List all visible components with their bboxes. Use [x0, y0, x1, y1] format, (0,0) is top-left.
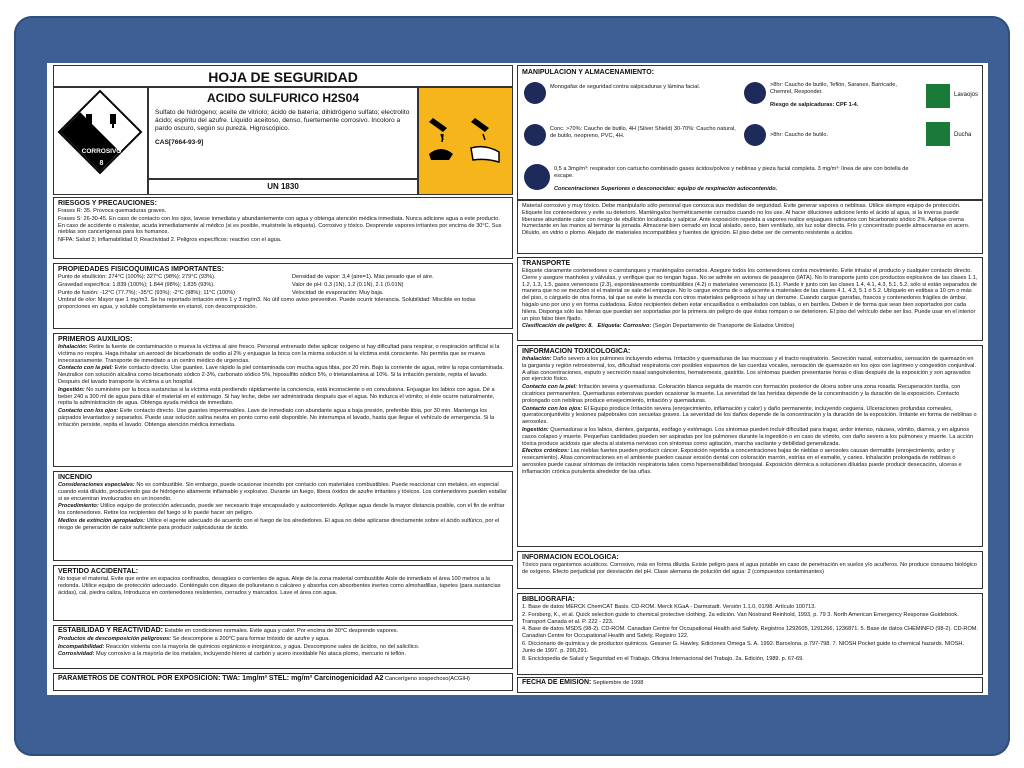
tox-text: El Equipo produce Irritación severa (enrojecimiento, inflamación y calor) y daño permanente, incluyendo ceguera. Ulceraciones profundas corneales, queratoconjuntivitis y lesiones palpebrales con secuelas graves. La severidad de los daños depende de la concentración y la duración de la exposición. Irritante en forma de neblinas o aerosoles. — [522, 405, 977, 426]
section-estabilidad — [53, 625, 513, 669]
ecologica-title: INFORMACION ECOLOGICA: — [522, 554, 619, 561]
section-vertido — [53, 565, 513, 621]
hazard-class-number: 8 — [99, 160, 104, 167]
estabilidad-label: Corrosividad: — [58, 651, 95, 658]
ppe-goggles-text: Monogafas de seguridad contra salpicaduras y lámina facial. — [550, 84, 701, 90]
tox-text: Las nieblas fuertes pueden producir cáncer. Exposición repetida a concentraciones bajas de nieblas o aerosoles causan dermatitis (enrojecimiento, ardor y resecamiento). Altas concentraciones en el ambiente pueden causar erosión dental con coloración marrón, estrías en el esmalte, y caries. Inhalación prolongada de neblinas o aerosoles puede causar síntomas de irritación respiratoria tales como hipersensibilidad bronquial. Exposición dérmica a soluciones diluidas puede producir desecación, ulceras e inflamación crónica purulenta alrededor de las uñas. — [522, 448, 962, 475]
section-manipulacion — [517, 65, 983, 200]
riesgos-line: NFPA: Salud 3; Inflamabilidad 0; Reactividad 2. Peligros específicos: reactivo con el agua. — [58, 237, 282, 244]
shower-icon — [926, 122, 950, 146]
boots-icon — [744, 124, 766, 146]
riesgos-line: Frases R: 35. Provoca quemaduras graves. — [58, 208, 167, 214]
estabilidad-item — [58, 636, 508, 643]
vertido-text: No toque el material. Evite que entre en espacios confinados, desagües o corrientes de agua. Aleje de la zona material combustible Aisle de inmediato el área 100 metros a la redonda. Utilice equipo de protección adecuado. Conténgalo con diques de poliuretano o calcáreo y absorba con absorbentes inertes como almohadillas, tapetes (para sustancias ácidas), cal, piedra caliza, Introduzca en contenedores resistentes, cerrados y marcados. Lave el área con agua. — [58, 576, 501, 596]
bibliography-entry: 8. Enciclopedia de Salud y Seguridad en el Trabajo. Oficina Internacional del Trabajo. 2a. Edición, 1989. p. 67-69. — [522, 655, 804, 662]
ppe-respirator-text: 0,5 a 3mg/m³: respirador con cartucho combinado gases ácidos/polvos y neblinas y pieza facial completa. 3 mg/m³: línea de aire con botella de escape. — [554, 166, 909, 179]
sheet-title: HOJA DE SEGURIDAD — [53, 65, 513, 87]
property-line: Gravedad específica: 1.839 (100%); 1.844 (98%); 1.835 (93%). — [58, 281, 215, 288]
section-incendio — [53, 471, 513, 561]
tox-text: Irritación severa y quemaduras. Coloración blanca seguida de marrón con formación posterior de úlcera sobre una zona rosada. Recuperación tardía, con cicatrices permanentes. Quemaduras extensivas pueden ocasionar la muerte. La severidad de las heridas depende de la concentración y la duración de la exposición. Contacto prolongado con neblinas produce envejecimiento, irritación y quemaduras. — [522, 384, 961, 404]
respirator-icon — [524, 164, 550, 190]
auxilios-text: Retire la fuente de contaminación o mueva la víctima al aire fresco. Personal entrenado debe aplicar oxígeno si hay dificultad para respirar, o respiración artificial si la víctima no respira. Haga inhalar un aerosol de bicarbonato de sodio al 2% y enjuague la boca con la misma solución si la víctima está consciente. No permita que se mueva innecesariamente. Transporte de inmediato a un centro médico de urgencias. — [58, 344, 500, 364]
manipulacion-title: MANIPULACION Y ALMACENAMIENTO: — [522, 69, 654, 76]
tox-label: Contacto con los ojos: — [522, 405, 583, 412]
auxilios-item — [58, 387, 508, 407]
auxilios-item — [58, 365, 508, 385]
chemical-identity — [148, 87, 418, 179]
estabilidad-text: Se descompone a 200°C para formar trióxido de azufre y agua. — [172, 635, 330, 642]
tox-item — [522, 356, 978, 383]
property-tail: Umbral de olor: Mayor que 1 mg/m3. Se ha reportado irritación entre 1 y 3 mg/m3. No útil como aviso preventivo. Puede ocurrir tolerancia. Solubilidad: Miscible en todas proporciones en agua, y soluble completamente en etanol, con descomposición. — [58, 297, 476, 311]
tox-item — [522, 384, 978, 404]
incendio-title: INCENDIO — [58, 474, 93, 481]
estabilidad-label: Incompatibilidad: — [58, 643, 105, 650]
section-transporte — [517, 257, 983, 341]
incendio-item — [58, 503, 508, 517]
auxilios-label: Ingestión: — [58, 386, 85, 393]
estabilidad-text: Muy corrosivo a la mayoría de los metales, incluyendo hierro al carbón y acero inoxidable No ataca plomo, mercurio ni teflón. — [95, 651, 406, 658]
parametros-title: PARAMETROS DE CONTROL POR EXPOSICION: TWA: 1mg/m³ STEL: mg/m³ Carcinogenicidad A2 — [58, 675, 384, 682]
transporte-note: (Según Departamento de Transporte de Estados Unidos) — [652, 323, 795, 330]
transporte-text: Etiquete claramente contenedores o carrotanques y manténgalos cerrados. Asegure todos los contenedores contra movimiento. Evite inhalar el producto y cualquier contacto directo. Cierre y asegure manholes y válvulas, y verifique que no tengan fugas. No se admite en aviones de pasajeros (IATA). No lo transporte junto con productos explosivos de las clases 1.1, 1.2, 1.3, 1.5, gases venenosos (2.3), espontáneamente combustibles (4.2) o materiales venenosos (6.1). Puede ir junto con las clases 1.4, 4.1, 4.3, 5.1, 5.2, sólo si están separados de manera que no se mezclen si el material se sale del empaque. No lo cargue encima de o adyacente a materiales de las clases 4.1, 4.3, 5.1 ó 5.2. Ubíquelo en estibas a 10 cm o más del piso, o cárguelo de otra forma, tal que se evite la mezcla con otros materiales peligrosos si hay un derrame. Cuando cargue garrafas, frascos y contenedores frágiles de ámbar, hágalo uno por uno y en forma cuidadosa. Estos recipientes deben estar encasillados o embalados con tablas, o en barriles. Deben ir de forma que sean bien soportados por cada hilera. Disponga sólo las hileras que puedan ser soportadas por la primera sin peligro de que éstas rompan o se deterioren. El piso del vehículo debe ser liso. Puede usar en el interior un piso falso bien fijado. — [522, 268, 978, 322]
chemical-synonyms: Sulfato de hidrógeno; aceite de vitriolo; ácido de batería; dihidrógeno sulfato; electrolito ácido; espíritu del azufre. Líquido aceitoso, denso, fuertemente corrosivo. Incoloro a pardo oscuro, según su pureza. Higroscópico. — [155, 109, 410, 132]
auxilios-label: Contacto con la piel: — [58, 365, 114, 372]
incendio-text: Utilice equipo de protección adecuado, puede ser necesario traje encapsulado y autocontenido. Aplique agua desde la mayor distancia posible, con el fin de enfriar los contenedores. Retire los recipientes del fuego si lo puede hacer sin peligro. — [58, 503, 505, 517]
tox-label: Ingestión: — [522, 426, 549, 433]
auxilios-title: PRIMEROS AUXILIOS: — [58, 336, 133, 343]
ppe-gloves-text: Conc. >70%: Caucho de butilo, 4H (Silver Shield) 30-70%: Caucho natural, de butilo, neopreno, PVC, 4H. — [550, 126, 736, 139]
bibliography-entry: 6. Diccionario de química y de productos químicos. Gessner G. Hawley. Ediciones Omega S. A. 1992. Barcelona, p.797-798. 7. NIOSH Pocket guide to chemical hazards. NIOSH. Junio de 1997. p. 290,291. — [522, 640, 965, 654]
bibliografia-title: BIBLIOGRAFIA: — [522, 596, 575, 603]
riesgos-title: RIESGOS Y PRECAUCIONES: — [58, 200, 157, 207]
auxilios-text: Evite contacto directo. Use guantes impermeables. Lave de inmediato con abundante agua a baja presión, preferible tibia, por 30 min. Mantenga los párpados levantados y separados. Puede usar solución salina neutra en ponto como esté disponible. No interrumpa el lavado, hasta que llegue el vehículo de emergencia. Si la irritación persiste, repita el lavado. Obtenga atención médica inmediata. — [58, 408, 495, 428]
auxilios-item — [58, 344, 508, 364]
tox-label: Contacto con la piel: — [522, 384, 578, 391]
parametros-suffix: Cancerígeno sospechoso(ACGIH) — [384, 676, 470, 682]
riesgos-line: Frases S: 26-30-45. En caso de contacto con los ojos, lavese inmediata y abundantemente con agua y obtenga atención médica inmediata. Nunca adicione agua a este producto. En caso de accidente o malestar, acuda inmediatamente al médico (si es posible, muéstrele la etiqueta). Corrosivo y tóxico. Desprende vapores irritantes por encima de 30°C. Sus nieblas son cancerígenas para los humanos. — [58, 215, 502, 236]
corrosive-pictogram — [418, 87, 513, 195]
estabilidad-intro: Estable en condiciones normales. Evite agua y calor. Por encima de 30°C desprende vapores. — [164, 628, 399, 634]
section-primeros-auxilios — [53, 333, 513, 467]
ppe-conc-text: Concentraciones Superiores o desconocidas: equipo de respiración autocontenido. — [554, 186, 778, 192]
left-column — [53, 65, 513, 693]
bibliography-entry: 4. Base de datos MSDS (98-2). CD-ROM. Canadian Centre for Occupational Health and Safety. Registros 1292605, 1291266, 1236871. 5. Base de datos CHEMINFO (98-2). CD-ROM. Canadian Centre for Occupational Health and Safety. Registro 122. — [522, 626, 979, 640]
section-toxicologica — [517, 345, 983, 547]
transporte-title: TRANSPORTE — [522, 260, 571, 267]
tox-text: Daño severo a los pulmones incluyendo edema. Irritación y quemaduras de las mucosas y el tracto respiratorio. Secreción nasal, estornudos, sensación de quemazón en la garganta y región retroesternal, tos, dificultad respiratoria con posibles espasmos de las cuerdas vocales, sensación de quemazón en los ojos con lagrimeo y congestión conjuntival. A altas concentraciones, esputo y secreción nasal sanguinolentos, hematemesis, gastritis. Los síntomas pueden presentarse horas o días después de la exposición y son agravados por ejercicio físico. — [522, 356, 976, 383]
estabilidad-label: Productos de descomposición peligrosos: — [58, 635, 172, 642]
estabilidad-item — [58, 651, 508, 658]
incendio-item — [58, 482, 508, 502]
transporte-classification: Clasificación de peligro: 8. — [522, 323, 593, 330]
un-number: UN 1830 — [148, 179, 418, 195]
section-bibliografia — [517, 593, 983, 675]
corrosive-hazard-label — [53, 87, 148, 195]
auxilios-text: Evite contacto directo. Use guantes. Lave rápido la piel contaminada con mucha agua tibia, por 20 min. Bajo la corriente de agua, retire la ropa contaminada. Neutralice con solución alcalina como bicarbonato sódico 2-3%, carbonato sódico 5%, hiposulfito sódico 5%, o trietanolamina al 10%. Si la irritación persiste, repita el lavado. Después del lavado transporte la víctima a un hospital. — [58, 365, 504, 385]
protective-suit-icon — [744, 82, 766, 104]
estabilidad-text: Reacción violenta con la mayoría de químicos orgánicos e inorgánicos, y agua. Descompone sales de ácidos, no del salicílico. — [105, 643, 420, 650]
cas-number: CAS[7664-93-9] — [155, 139, 204, 146]
tox-item — [522, 448, 978, 475]
tox-item — [522, 427, 978, 447]
incendio-label: Consideraciones especiales: — [58, 482, 135, 488]
auxilios-item — [58, 408, 508, 428]
estabilidad-title: ESTABILIDAD Y REACTIVIDAD: — [58, 627, 164, 634]
transporte-label: Etiqueta: Corrosivo: — [597, 323, 652, 330]
auxilios-label: Inhalación: — [58, 344, 88, 350]
incendio-label: Procedimiento: — [58, 503, 99, 510]
toxicologica-title: INFORMACION TOXICOLOGICA: — [522, 348, 631, 355]
section-parametros — [53, 673, 513, 691]
property-line: Valor de pH: 0.3 (1N), 1.2 (0.1N), 2.1 (0.01N) — [292, 281, 404, 288]
section-fecha — [517, 677, 983, 693]
ppe-suit-text: >8hr: Caucho de butilo, Teflón, Saranex, Barricade, Chemrel, Responder. — [770, 82, 897, 95]
tox-label: Inhalación: — [522, 356, 552, 362]
incendio-item — [58, 518, 508, 532]
manipulacion-text-block — [517, 200, 983, 254]
gloves-icon — [524, 124, 546, 146]
vertido-title: VERTIDO ACCIDENTAL: — [58, 568, 139, 575]
corrosion-icon — [84, 110, 120, 134]
tox-text: Quemaduras a los labios, dientes, garganta, esófago y estómago. Los síntomas pueden incluir dificultad para tragar, ardor intenso, náusea, vómito, diarrea, y en algunos casos colapso y muerte. Pequeñas cantidades pueden ser aspiradas por los pulmones durante la ingestión o en caso de vómito, con daño severo a los pulmones y muerte. La acción tóxica produce acidosis que afecta al sistema nervioso con síntomas como agitación, marcha vacilante y debilidad generalizada. — [522, 426, 974, 447]
propiedades-title: PROPIEDADES FISICOQUIMICAS IMPORTANTES: — [58, 266, 224, 273]
fecha-value: Septiembre de 1998 — [592, 680, 644, 686]
fecha-label: FECHA DE EMISION: — [522, 679, 592, 686]
ppe-splash-text: Riesgo de salpicaduras: CPF 1-4. — [770, 102, 859, 108]
auxilios-label: Contacto con los ojos: — [58, 408, 119, 415]
bibliography-entry: 2. Forsberg, K., et al. Quick selection guide to chemical protective clothing. 2a edición. Van Nostrand Reinhold, 1993, p. 79 3. North American Emergency Response Guidebook. Transport Canada et al. P. 222 - 223. — [522, 611, 959, 625]
chemical-name: ACIDO SULFURICO H2S04 — [206, 91, 360, 105]
right-column — [517, 65, 983, 693]
incendio-text: No es combustible. Sin embargo, puede ocasionar incendio por contacto con materiales combustibles. Puede reaccionar con metales, en especial cuando está diluido, produciendo gas de hidrógeno altamente inflamable y explosivo. Durante un fuego, libera óxidos de azufre irritantes y tóxicos. Los contenedores pueden estallar si se encuentran involucrados en un incendio. — [58, 482, 507, 502]
auxilios-text: No suministre por la boca sustancias si la víctima está perdiendo rápidamente la conciencia, está inconsciente o en convulsiona. Enjuague los labios con agua. Dé a beber 240 a 300 ml de agua para diluir el material en el estómago. Si hay leche, debe ser administrada después que el agua. No induzca el vómito; si éste ocurre naturalmente, repita la administración de agua. Obtenga ayuda médica de inmediato. — [58, 386, 495, 407]
property-line: Punto de fusión: -12°C (77.7%); -35°C (93%); -2°C (98%); 11°C (100%) — [58, 289, 236, 296]
property-line: Densidad de vapor: 3,4 (aire=1). Más pesado que el aire. — [292, 274, 434, 280]
eyewash-label: Lavaojos — [954, 92, 979, 98]
sheet-header — [53, 65, 513, 195]
shower-label: Ducha — [954, 132, 972, 138]
estabilidad-item — [58, 644, 508, 651]
safety-data-sheet — [47, 63, 988, 695]
incendio-label: Medios de extinción apropiados: — [58, 517, 146, 524]
eyewash-icon — [926, 84, 950, 108]
property-line: Velocidad de evaporación: Muy baja. — [292, 289, 384, 296]
goggles-icon — [524, 82, 546, 104]
section-riesgos — [53, 197, 513, 259]
section-ecologica — [517, 551, 983, 589]
ppe-boots-text: >8hr: Caucho de butilo. — [770, 132, 828, 138]
property-line: Punto de ebullición: 274°C (100%); 327°C (98%); 279°C (93%). — [58, 274, 216, 280]
hazard-label-text: CORROSIVO — [81, 148, 122, 155]
tox-label: Efectos crónicos: — [522, 448, 569, 455]
manipulacion-text: Material corrosivo y muy tóxico. Debe manipularlo sólo personal que conozca sus medidas de seguridad. Evite generar vapores o neblinas. Utilice siempre equipo de protección. Etiquete los contenedores y evite su deterioro. Manténgalos herméticamente cerrados cuando no los use. Al hacer diluciones adicione lento el ácido al agua, si la inversa puede liberarse abundante calor con riesgo de ebullición localizada y salpicar. Ante exposición repetida a vapores realice enjuagues rutinarios con bicarbonato sódico 2%. Aplique crema humectante en las manos al terminar la jornada. Almacene bien cerrado en local aislado, seco, bien ventilado, sin luz solar directa. Frío y concentrado puede almacenarse en acero. Diluido, en vidrio o plomo. Alejado de materiales incompatibles y fuentes de ignición. El piso debe ser de cemento resistente a ácidos. — [522, 203, 970, 237]
bibliography-entry: 1. Base de datos MERCK ChemCAT Basis. CD-ROM. Merck KGaA - Darmstadt. Versión 1.1.0, 01/98. Artículo 100713. — [522, 604, 816, 610]
incendio-text: Utilice el agente adecuado de acuerdo con el fuego de los alrededores. El agua no debe aplicarse directamente sobre el ácido sulfúrico, por el riesgo de generación de calor suficiente para producir salpicaduras de ácido. — [58, 517, 500, 531]
corrosive-pictogram-icon — [419, 88, 512, 194]
section-propiedades — [53, 263, 513, 329]
ecologica-text: Tóxico para organismos acuáticos. Corrosivo, más en forma diluida. Existe peligro para el agua potable en caso de penetración en suelos y/o acuíferos. No produce consumo biológico de oxígeno. Efecto perjudicial por desviación del pH. Clase alemana de polución del agua: 2 (compuestos contaminantes) — [522, 562, 977, 575]
tox-item — [522, 406, 978, 426]
